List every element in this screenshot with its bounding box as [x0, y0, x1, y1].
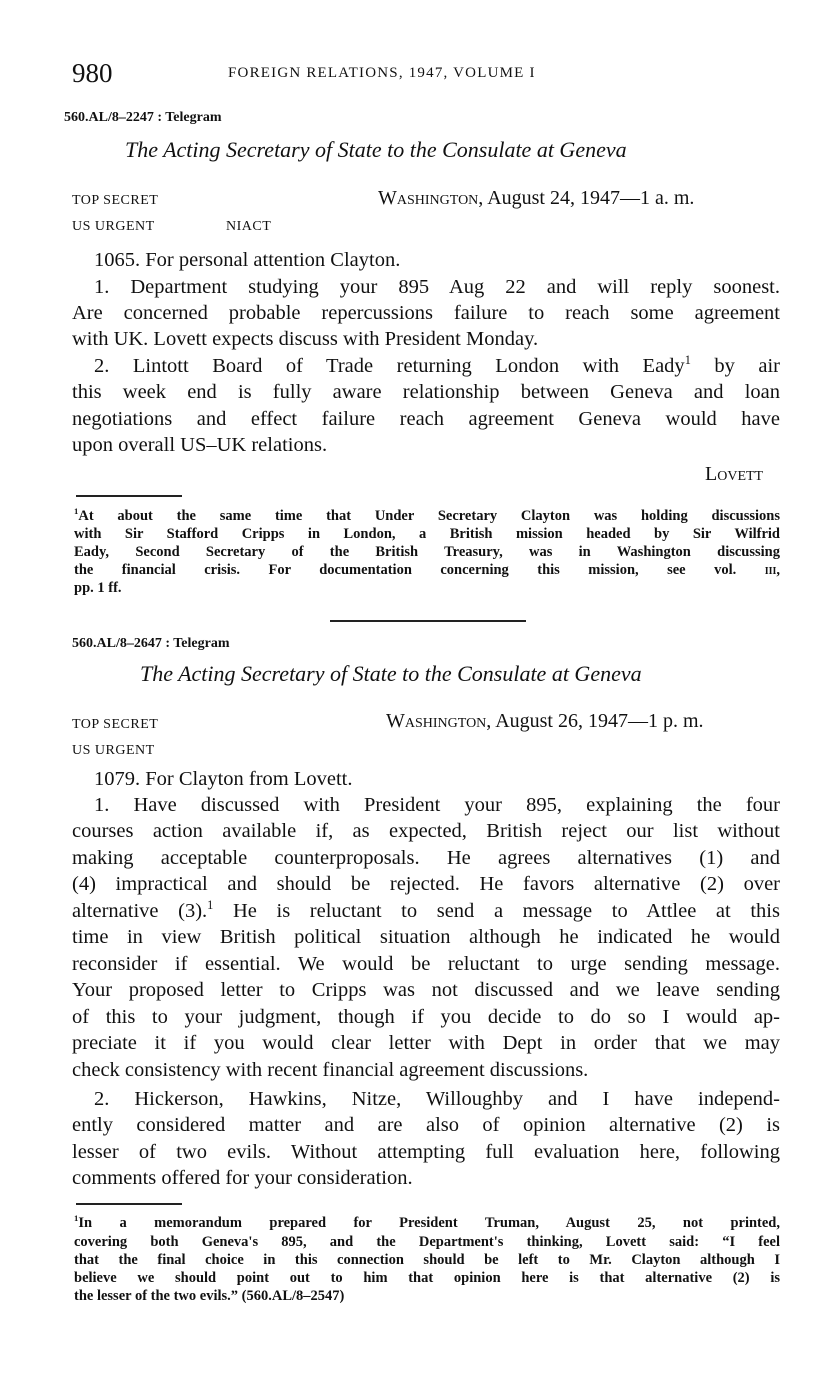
doc2-body-line: making acceptable counterproposals. He agrees alternatives (1) and — [72, 847, 780, 869]
doc1-file-reference: 560.AL/8–2247 : Telegram — [64, 110, 222, 125]
doc1-niact: NIACT — [226, 219, 272, 234]
doc1-body-line: negotiations and effect failure reach agreement Geneva would have — [72, 408, 780, 430]
doc1-footnote-line: $^1$At about the same time that Under Secretary Clayton was holding discussions — [74, 506, 780, 524]
doc1-body-text: by air — [690, 355, 780, 377]
doc2-body-line: 1079. For Clayton from Lovett. — [94, 768, 353, 790]
doc2-body-line: Your proposed letter to Cripps was not discussed and we leave sending — [72, 979, 780, 1001]
doc1-classification: TOP SECRET — [72, 193, 159, 208]
footnote-ref: 1 — [207, 898, 214, 913]
doc2-body-line: ently considered matter and are also of opinion alternative (2) is — [72, 1114, 780, 1136]
doc1-body-line: upon overall US–UK relations. — [72, 434, 328, 456]
footnote-marker: 1 — [74, 506, 79, 517]
doc1-priority: US URGENT — [72, 219, 155, 234]
section-divider — [330, 620, 526, 622]
doc2-body-line: preciate it if you would clear letter with Dept in order that we may — [72, 1032, 780, 1054]
doc2-title: The Acting Secretary of State to the Consulate at Geneva — [140, 661, 642, 686]
doc1-body-text: 2. Lintott Board of Trade returning London with Eady — [94, 355, 685, 377]
doc1-footnote-line: the financial crisis. For documentation concerning this mission, see vol. iii, — [74, 562, 780, 578]
doc1-footnote-line: pp. 1 ff. — [74, 580, 122, 596]
doc2-place: Washington — [386, 710, 487, 732]
doc2-body-line: lesser of two evils. Without attempting full evaluation here, following — [72, 1141, 780, 1163]
doc2-footnote-line: that the final choice in this connection should be left to Mr. Clayton although I — [74, 1252, 780, 1268]
doc2-body-line: time in view British political situation although he indicated he would — [72, 926, 780, 948]
running-title: FOREIGN RELATIONS, 1947, VOLUME I — [228, 65, 536, 81]
doc2-body-line: 2. Hickerson, Hawkins, Nitze, Willoughby and I have independ- — [94, 1088, 780, 1110]
doc2-body-line: (4) impractical and should be rejected. He favors alternative (2) over — [72, 873, 780, 895]
doc1-body-line: 1. Department studying your 895 Aug 22 and will reply soonest. — [94, 276, 780, 298]
doc2-footnote-line: $^1$In a memorandum prepared for President Truman, August 25, not printed, — [74, 1213, 780, 1231]
doc2-body-line: 1. Have discussed with President your 895, explaining the four — [94, 794, 780, 816]
doc1-place: Washington — [378, 187, 479, 209]
doc1-body-line — [94, 355, 780, 378]
doc2-classification: TOP SECRET — [72, 717, 159, 732]
doc2-footnote-line: believe we should point out to him that opinion here is that alternative (2) is — [74, 1270, 780, 1286]
doc2-dateline — [386, 710, 704, 733]
doc2-priority: US URGENT — [72, 743, 155, 758]
doc1-body-line: this week end is fully aware relationship between Geneva and loan — [72, 381, 780, 403]
doc1-body-line: with UK. Lovett expects discuss with President Monday. — [72, 328, 539, 350]
doc2-body-line: courses action available if, as expected, British reject our list without — [72, 820, 780, 842]
doc1-signature: Lovett — [705, 463, 764, 485]
doc1-footnote-line: Eady, Second Secretary of the British Treasury, was in Washington discussing — [74, 544, 780, 560]
doc2-body-line: of this to your judgment, though if you decide to do so I would ap- — [72, 1006, 780, 1028]
doc1-body-line: 1065. For personal attention Clayton. — [94, 249, 401, 271]
footnote-ref: 1 — [684, 353, 691, 368]
doc2-file-reference: 560.AL/8–2647 : Telegram — [72, 636, 230, 651]
doc1-body-line: Are concerned probable repercussions failure to reach some agreement — [72, 302, 780, 324]
doc2-body-line: check consistency with recent financial agreement discussions. — [72, 1059, 589, 1081]
page-number: 980 — [72, 58, 113, 88]
doc1-title: The Acting Secretary of State to the Consulate at Geneva — [125, 137, 627, 162]
doc2-footnote-line: covering both Geneva's 895, and the Department's thinking, Lovett said: “I feel — [74, 1234, 780, 1250]
doc2-body-line: reconsider if essential. We would be reluctant to urge sending message. — [72, 953, 780, 975]
doc2-body-line: alternative (3).$^1$ He is reluctant to send a message to Attlee at this — [72, 898, 780, 922]
doc1-date: , August 24, 1947—1 a. m. — [478, 187, 695, 209]
footnote-rule — [76, 1203, 182, 1205]
doc1-footnote-line: with Sir Stafford Cripps in London, a British mission headed by Sir Wilfrid — [74, 526, 780, 542]
doc2-body-line: comments offered for your consideration. — [72, 1167, 413, 1189]
doc2-footnote-line: the lesser of the two evils.” (560.AL/8–2547) — [74, 1288, 345, 1304]
doc2-date: , August 26, 1947—1 p. m. — [486, 710, 704, 732]
footnote-marker: 1 — [74, 1213, 79, 1224]
footnote-rule — [76, 495, 182, 497]
doc1-dateline — [378, 187, 694, 210]
